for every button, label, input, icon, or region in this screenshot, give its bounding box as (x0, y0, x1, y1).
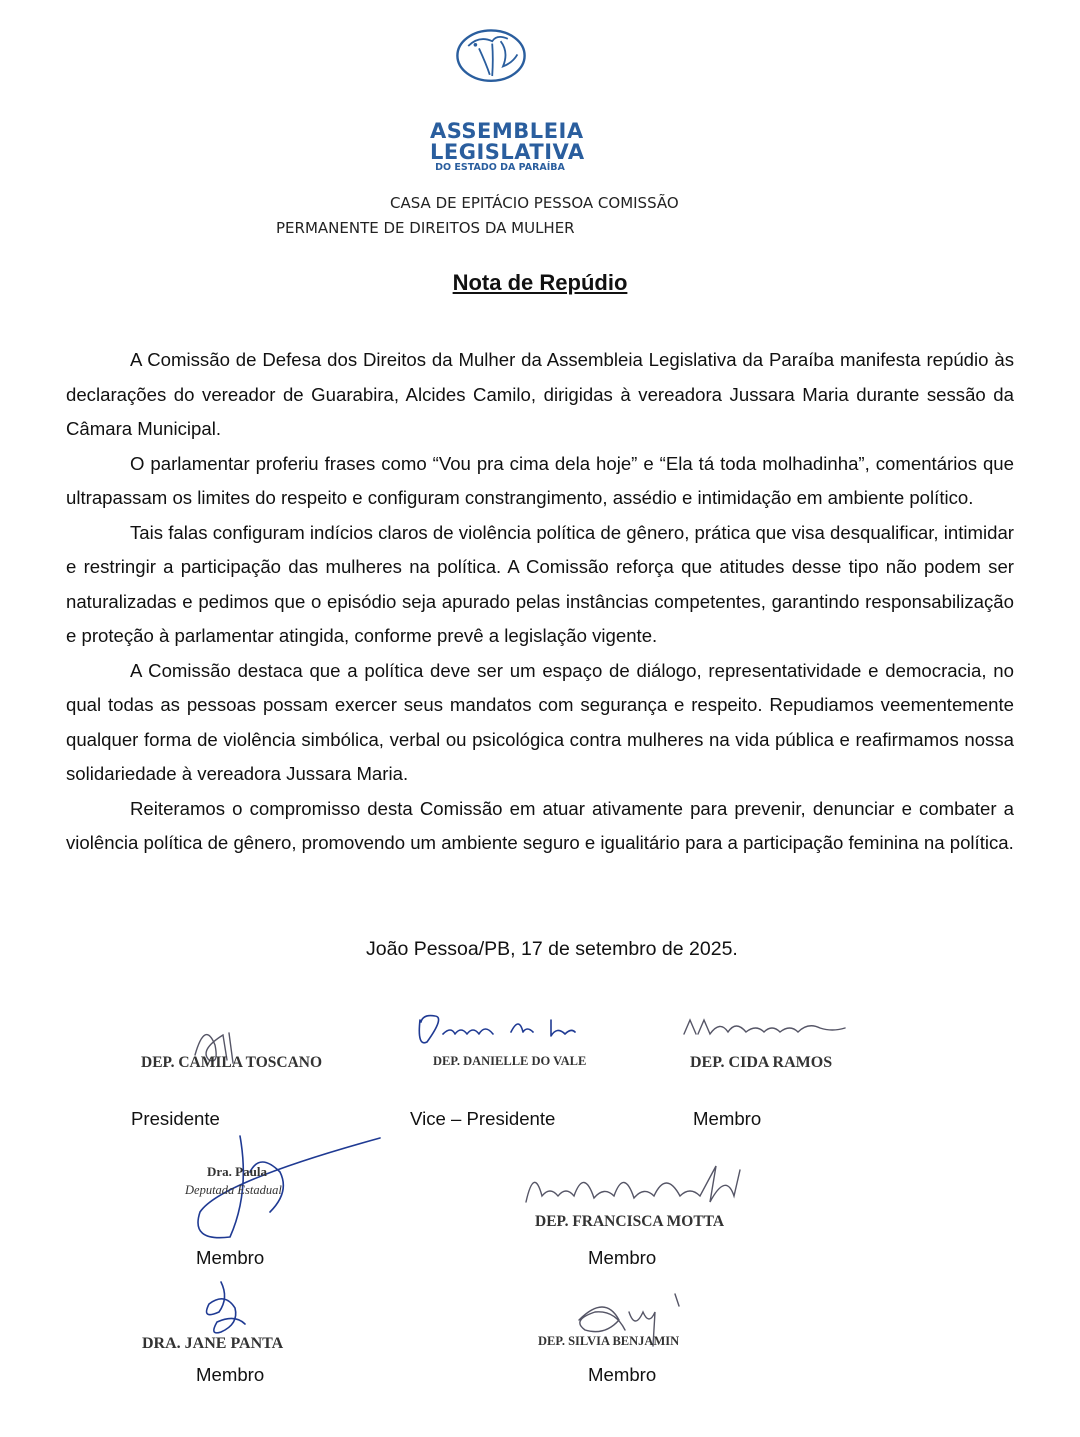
institution-line1: CASA DE EPITÁCIO PESSOA COMISSÃO (390, 194, 679, 212)
dove-seal-icon (440, 28, 560, 118)
signer-name: DEP. CIDA RAMOS (690, 1054, 833, 1071)
signer-name: DRA. JANE PANTA (142, 1335, 284, 1352)
document-body (66, 343, 1014, 861)
signer-name: DEP. DANIELLE DO VALE (433, 1054, 587, 1068)
signature-francisca (520, 1162, 750, 1208)
signer-role: Membro (196, 1247, 265, 1268)
signature-jane (195, 1278, 255, 1340)
paragraph: O parlamentar proferiu frases como “Vou pra cima dela hoje” e “Ela tá toda molhadinha”, comentários que ultrapassam os limites do respeito e configuram constrangimento, assédio e intimidação em ambiente político. (66, 452, 1014, 508)
signer-role: Membro (588, 1247, 657, 1268)
signer-name: DEP. SILVIA BENJAMIN (538, 1334, 680, 1348)
date-line: João Pessoa/PB, 17 de setembro de 2025. (366, 938, 738, 960)
logo-line2: LEGISLATIVA (430, 140, 585, 164)
paragraph: Reiteramos o compromisso desta Comissão em atuar ativamente para prevenir, denunciar e combater a violência política de gênero, promovendo um ambiente seguro e igualitário para a participação feminina na política. (66, 797, 1014, 853)
signer-role: Membro (196, 1364, 265, 1385)
paragraph: A Comissão destaca que a política deve ser um espaço de diálogo, representatividade e democracia, no qual todas as pessoas possam exercer seus mandatos com segurança e respeito. Repudiamos veementemente qualquer forma de violência simbólica, verbal ou psicológica contra mulheres na vida pública e reafirmamos nossa solidariedade à vereadora Jussara Maria. (66, 659, 1014, 784)
paragraph: A Comissão de Defesa dos Direitos da Mulher da Assembleia Legislativa da Paraíba manifesta repúdio às declarações do vereador de Guarabira, Alcides Camilo, dirigidas à vereadora Jussara Maria durante sessão da Câmara Municipal. (66, 349, 1014, 439)
signer-name: DEP. FRANCISCA MOTTA (535, 1213, 725, 1230)
signer-name: Dra. Paula (207, 1164, 267, 1179)
paragraph: Tais falas configuram indícios claros de violência política de gênero, prática que visa desqualificar, intimidar e restringir a participação das mulheres na política. A Comissão reforça que atitudes desse tipo não podem ser naturalizadas e pedimos que o episódio seja apurado pelas instâncias competentes, garantindo responsabilização e proteção à parlamentar atingida, conforme prevê a legislação vigente. (66, 521, 1014, 646)
signer-role: Vice – Presidente (410, 1108, 556, 1129)
signature-cida (680, 1016, 850, 1040)
signer-role: Presidente (131, 1108, 220, 1129)
document-title: Nota de Repúdio (452, 270, 628, 295)
institution-line2: PERMANENTE DE DIREITOS DA MULHER (276, 219, 575, 237)
signer-name: DEP. CAMILA TOSCANO (141, 1054, 323, 1071)
signature-danielle (415, 1012, 585, 1050)
signer-role: Membro (588, 1364, 657, 1385)
signer-subtitle: Deputada Estadual (185, 1183, 282, 1197)
logo-line3: DO ESTADO DA PARAÍBA (435, 162, 565, 173)
signer-role: Membro (693, 1108, 762, 1129)
logo-line1: ASSEMBLEIA (430, 119, 584, 143)
